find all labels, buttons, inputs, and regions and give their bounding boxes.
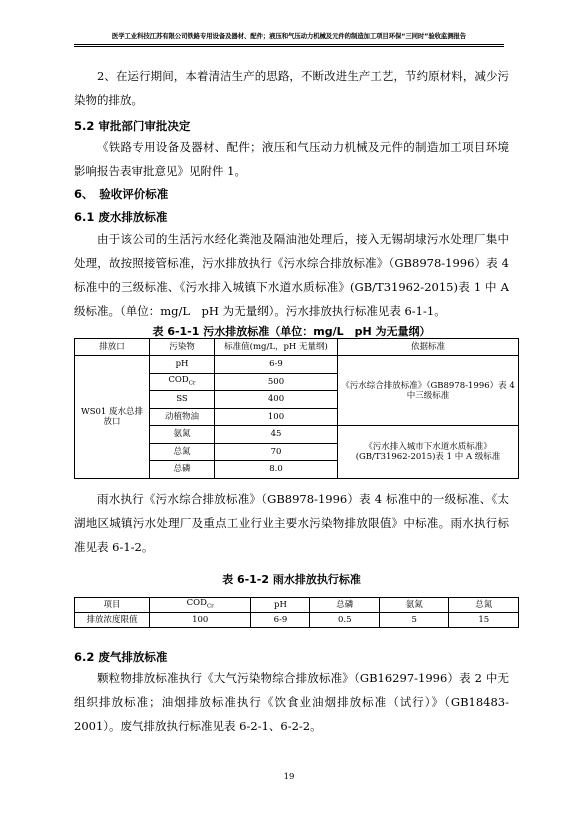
table-6-1-1: [74, 338, 519, 479]
table-cell: 6-9: [251, 613, 310, 628]
header-rule: [74, 44, 504, 47]
paragraph-approval: 《铁路专用设备及器材、配件；液压和气压动力机械及元件的制造加工项目环境影响报告表审批意见》见附件 1。: [74, 140, 509, 178]
table-cell-basis: 《污水排入城市下水道水质标准》(GB/T31962-2015)表 1 中 A 级标准: [338, 426, 519, 479]
table-header-cell: 污染物: [150, 339, 215, 356]
table-header-cell: $COD_{Cr}$: [150, 598, 251, 613]
table-cell-pollutant: SS: [150, 391, 215, 409]
table-cell-basis: 《污水综合排放标准》（GB8978-1996）表 4 中三级标准: [338, 356, 519, 426]
table-6-1-2-caption: 表 6-1-2 雨水排放执行标准: [222, 573, 361, 586]
heading-6: 6、 验收评价标准: [74, 187, 169, 201]
table-cell: 100: [150, 613, 251, 628]
table-cell-pollutant: 总磷: [150, 461, 215, 479]
table-cell-value: 70: [215, 443, 338, 461]
table-cell-pollutant: $COD_{Cr}$: [150, 373, 215, 391]
table-header-cell: 总磷: [310, 598, 379, 613]
table-header-cell: 总氮: [449, 598, 519, 613]
table-cell-pollutant: pH: [150, 356, 215, 374]
table-cell: 0.5: [310, 613, 379, 628]
table-header-cell: 排放口: [75, 339, 150, 356]
table-cell-pollutant: 总氮: [150, 443, 215, 461]
table-header-cell: 依据标准: [338, 339, 519, 356]
heading-6-2: 6.2 废气排放标准: [74, 650, 168, 664]
table-cell-value: 45: [215, 426, 338, 444]
table-cell: 15: [449, 613, 519, 628]
table-cell: 排放浓度限值: [75, 613, 150, 628]
table-6-1-2: [74, 597, 519, 628]
paragraph-air-emissions: 颗粒物排放标准执行《大气污染物综合排放标准》（GB16297-1996）表 2 中无组织排放标准；油烟排放标准执行《饮食业油烟排放标准（试行）》（GB18483-2001）。废气排放执行标准见表 6-2-1、6-2-2。: [74, 671, 509, 733]
paragraph-clean-production: 2、在运行期间，本着清洁生产的思路，不断改进生产工艺，节约原材料，减少污染物的排放。: [74, 69, 509, 107]
table-cell-value: 8.0: [215, 461, 338, 479]
table-cell-value: 6-9: [215, 356, 338, 374]
heading-6-1: 6.1 废水排放标准: [74, 210, 168, 224]
table-cell-value: 100: [215, 408, 338, 426]
paragraph-rainwater: 雨水执行《污水综合排放标准》（GB8978-1996）表 4 标准中的一级标准、《太湖地区城镇污水处理厂及重点工业行业主要水污染物排放限值》中标准。雨水执行标准见表 6-1-2。: [74, 492, 509, 554]
table-header-cell: 标准值(mg/L，pH 无量纲): [215, 339, 338, 356]
table-cell-value: 500: [215, 373, 338, 391]
table-header-cell: pH: [251, 598, 310, 613]
running-header: 医学工业科技江苏有限公司铁路专用设备及器材、配件；液压和气压动力机械及元件的制造加工项目环保“三同时”验收监测报告: [111, 32, 467, 40]
table-6-1-1-caption: 表 6-1-1 污水排放标准（单位：mg/L pH 为无量纲）: [152, 325, 431, 338]
table-cell: 5: [379, 613, 448, 628]
paragraph-wastewater: 由于该公司的生活污水经化粪池及隔油池处理后，接入无锡胡埭污水处理厂集中处理，故按照接管标准，污水排放执行《污水综合排放标准》（GB8978-1996）表 4 标准中的三级标准、《污水排入城镇下水道水质标准》(GB/T31962-2015)表 1 中 A 级标准。（单位：mg/L pH 为无量纲）。污水排放执行标准见表 6-1-1。: [74, 232, 509, 318]
table-header-cell: 氨氮: [379, 598, 448, 613]
table-header-cell: 项目: [75, 598, 150, 613]
page-number: 19: [283, 772, 295, 782]
heading-5-2: 5.2 审批部门审批决定: [74, 119, 191, 133]
table-cell-pollutant: 动植物油: [150, 408, 215, 426]
table-cell-outlet: WS01 废水总排放口: [75, 356, 150, 479]
table-cell-pollutant: 氨氮: [150, 426, 215, 444]
table-cell-value: 400: [215, 391, 338, 409]
